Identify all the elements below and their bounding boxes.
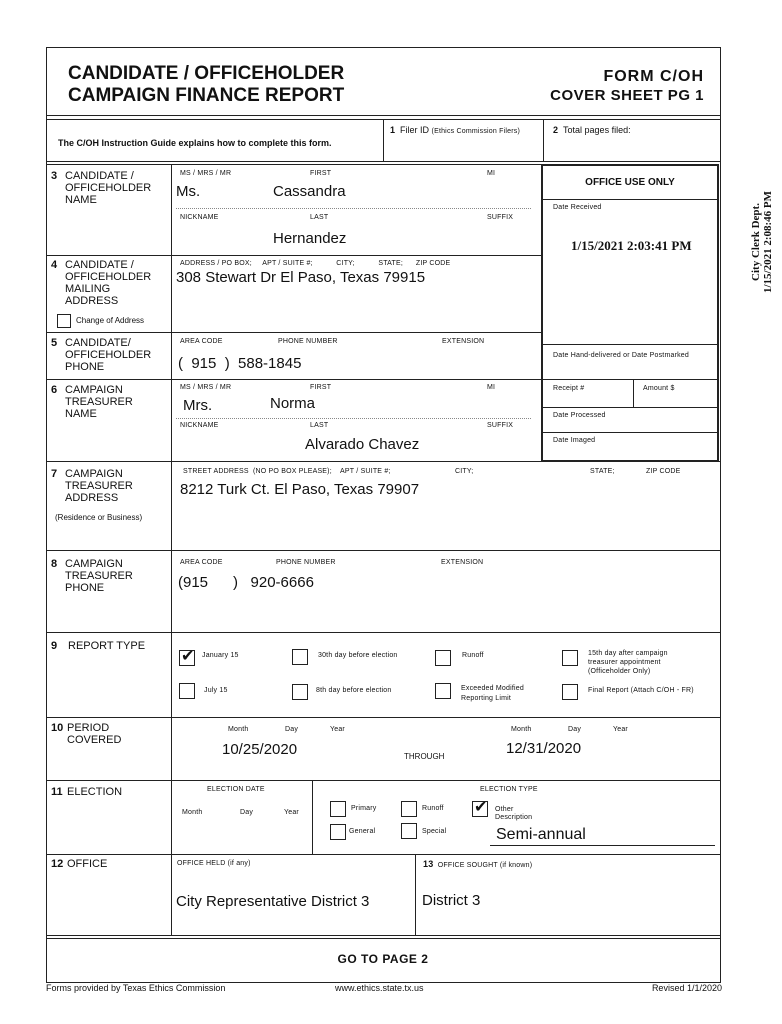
period-from-date[interactable]: 10/25/2020: [222, 741, 298, 758]
col-mi-label: MI: [487, 170, 496, 177]
section-7-label-line3: ADDRESS: [65, 492, 119, 504]
treasurer-col-suffix-label: SUFFIX: [487, 422, 514, 429]
section-5-label-line1: CANDIDATE/: [65, 337, 131, 349]
extension-label: EXTENSION: [442, 338, 485, 345]
report-runoff-checkbox[interactable]: [435, 650, 451, 666]
election-primary-checkbox[interactable]: [330, 801, 346, 817]
filer-id-number: 1: [390, 125, 396, 135]
office-held-value[interactable]: City Representative District 3: [176, 893, 370, 910]
from-year-label: Year: [330, 726, 345, 733]
treasurer-first-name[interactable]: Norma: [270, 395, 316, 412]
date-received-label: Date Received: [553, 204, 602, 211]
section-11-label: [51, 786, 123, 798]
through-label: THROUGH: [404, 752, 445, 761]
section-6-number: 6: [51, 384, 58, 396]
election-date-label: ELECTION DATE: [207, 786, 265, 793]
section-10-label: [51, 722, 122, 746]
report-15th-line1: 15th day after campaign: [588, 650, 668, 657]
section-10-number: 10: [51, 722, 64, 734]
date-received-value: 1/15/2021 2:03:41 PM: [571, 238, 692, 253]
office-held-label: OFFICE HELD (if any): [177, 860, 251, 867]
zip-code-label: ZIP CODE: [646, 468, 681, 475]
section-8-number: 8: [51, 558, 58, 570]
report-8th-day-label: 8th day before election: [316, 687, 392, 694]
election-other-line1: Other: [495, 806, 514, 813]
treasurer-phone[interactable]: (915 ) 920-6666: [178, 574, 314, 591]
report-15th-day-checkbox[interactable]: [562, 650, 578, 666]
section-7-label-line2: TREASURER: [65, 480, 133, 492]
candidate-phone[interactable]: ( 915 ) 588-1845: [178, 355, 302, 372]
election-month-label: Month: [182, 809, 203, 816]
candidate-prefix[interactable]: Ms.: [176, 183, 201, 200]
report-july-15-label: July 15: [204, 687, 228, 694]
section-3-label-line2: OFFICEHOLDER: [65, 182, 152, 194]
section-3-number: 3: [51, 170, 58, 182]
period-to-date[interactable]: 12/31/2020: [506, 740, 582, 757]
receipt-label: Receipt #: [553, 385, 585, 392]
treasurer-area-code-label: AREA CODE: [180, 559, 223, 566]
section-4-label-line3: MAILING: [65, 283, 111, 295]
section-8-label-line2: TREASURER: [65, 570, 133, 582]
section-5-number: 5: [51, 337, 58, 349]
election-year-label: Year: [284, 809, 299, 816]
candidate-mailing-address[interactable]: 308 Stewart Dr El Paso, Texas 79915: [176, 269, 426, 286]
office-sought-label-text: OFFICE SOUGHT (if known): [437, 862, 533, 869]
report-exceeded-label: [461, 684, 524, 704]
election-other-label: [495, 806, 532, 822]
footer-revised: Revised 1/1/2020: [651, 983, 722, 993]
col-last-label: LAST: [310, 214, 329, 221]
election-other-checkbox[interactable]: [472, 801, 488, 817]
report-exceeded-line1: Exceeded Modified: [461, 685, 524, 692]
stamp-line1: City Clerk Dept.: [750, 203, 762, 281]
city-label: CITY;: [455, 468, 474, 475]
treasurer-col-first-label: FIRST: [310, 384, 332, 391]
section-6-label: [51, 384, 133, 420]
election-general-checkbox[interactable]: [330, 824, 346, 840]
total-pages-field[interactable]: [553, 125, 631, 135]
address-columns-label: ADDRESS / PO BOX; APT / SUITE #; CITY; STATE; ZIP CODE: [180, 260, 451, 267]
amount-label: Amount $: [643, 385, 675, 392]
section-4-label-line1: CANDIDATE /: [65, 259, 134, 271]
section-5-label-line3: PHONE: [65, 361, 105, 373]
section-6-label-line2: TREASURER: [65, 396, 133, 408]
section-12-title: OFFICE: [67, 858, 108, 870]
election-primary-label: Primary: [351, 805, 377, 812]
report-january-15-checkbox[interactable]: [179, 650, 195, 666]
form-id: FORM C/OH: [603, 68, 704, 85]
total-pages-label: Total pages filed:: [563, 125, 631, 135]
treasurer-address[interactable]: 8212 Turk Ct. El Paso, Texas 79907: [180, 481, 420, 498]
election-other-line2: Description: [495, 814, 533, 821]
section-9-number: 9: [51, 640, 58, 652]
area-code-label: AREA CODE: [180, 338, 223, 345]
section-4-label-line4: ADDRESS: [65, 295, 119, 307]
to-year-label: Year: [613, 726, 628, 733]
report-15th-line2: treasurer appointment: [588, 659, 661, 666]
treasurer-phone-number-label: PHONE NUMBER: [276, 559, 336, 566]
office-use-box: [541, 164, 719, 462]
to-day-label: Day: [568, 726, 582, 733]
total-pages-number: 2: [553, 125, 559, 135]
section-5-label-line2: OFFICEHOLDER: [65, 349, 152, 361]
state-label: STATE;: [590, 468, 615, 475]
section-6-label-line1: CAMPAIGN: [65, 384, 123, 396]
report-15th-day-label: [588, 649, 668, 676]
office-use-title: OFFICE USE ONLY: [585, 177, 675, 188]
candidate-last-name[interactable]: Hernandez: [273, 230, 347, 247]
section-7-number: 7: [51, 468, 58, 480]
treasurer-col-prefix-label: MS / MRS / MR: [180, 384, 232, 391]
report-final-checkbox[interactable]: [562, 684, 578, 700]
candidate-first-name[interactable]: Cassandra: [273, 183, 346, 200]
form-title-line2: CAMPAIGN FINANCE REPORT: [68, 85, 345, 106]
report-30th-day-checkbox[interactable]: [292, 649, 308, 665]
section-9-title: REPORT TYPE: [68, 640, 146, 652]
report-30th-day-label: 30th day before election: [318, 652, 398, 659]
form-title-line1: CANDIDATE / OFFICEHOLDER: [68, 63, 345, 84]
treasurer-col-last-label: LAST: [310, 422, 329, 429]
form-title: [68, 63, 344, 107]
section-3-label-line3: NAME: [65, 194, 97, 206]
report-final-label: Final Report (Attach C/OH - FR): [588, 687, 694, 694]
election-runoff-label: Runoff: [422, 805, 444, 812]
section-4-number: 4: [51, 259, 58, 271]
filer-id-note: (Ethics Commission Filers): [431, 128, 520, 135]
section-10-label-line2: COVERED: [67, 734, 122, 746]
change-of-address-label: Change of Address: [76, 316, 145, 325]
col-nickname-label: NICKNAME: [180, 214, 219, 221]
section-4-label-line2: OFFICEHOLDER: [65, 271, 152, 283]
section-7-label-line1: CAMPAIGN: [65, 468, 123, 480]
col-suffix-label: SUFFIX: [487, 214, 514, 221]
street-address-label: STREET ADDRESS (NO PO BOX PLEASE); APT / SUITE #;: [183, 468, 391, 475]
from-day-label: Day: [285, 726, 299, 733]
report-8th-day-checkbox[interactable]: [292, 684, 308, 700]
section-3-label: [51, 170, 152, 206]
date-imaged-label: Date Imaged: [553, 437, 596, 444]
section-3-label-line1: CANDIDATE /: [65, 170, 134, 182]
election-runoff-checkbox[interactable]: [401, 801, 417, 817]
election-special-checkbox[interactable]: [401, 823, 417, 839]
stamp-line2: 1/15/2021 2:08:46 PM: [762, 190, 774, 294]
treasurer-last-name[interactable]: Alvarado Chavez: [305, 436, 420, 453]
col-prefix-label: MS / MRS / MR: [180, 170, 232, 177]
filer-id-label: Filer ID: [400, 125, 430, 135]
section-8-label: [51, 558, 133, 594]
from-month-label: Month: [228, 726, 249, 733]
report-exceeded-line2: Reporting Limit: [461, 695, 512, 702]
treasurer-extension-label: EXTENSION: [441, 559, 484, 566]
change-of-address-checkbox[interactable]: [57, 314, 71, 328]
section-7-label: [51, 468, 133, 504]
filer-id-field[interactable]: [390, 125, 520, 135]
section-9-label: [51, 640, 146, 652]
residence-or-business-label: (Residence or Business): [55, 513, 143, 522]
report-january-15-label: January 15: [202, 652, 239, 659]
report-july-15-checkbox[interactable]: [179, 683, 195, 699]
treasurer-col-mi-label: MI: [487, 384, 496, 391]
section-4-label: [51, 259, 152, 307]
footer-website: www.ethics.state.tx.us: [335, 983, 424, 993]
section-11-number: 11: [51, 786, 63, 798]
report-15th-line3: (Officeholder Only): [588, 668, 651, 675]
city-clerk-stamp: [742, 185, 782, 315]
date-processed-label: Date Processed: [553, 412, 606, 419]
office-sought-value[interactable]: District 3: [422, 892, 481, 909]
report-exceeded-checkbox[interactable]: [435, 683, 451, 699]
col-first-label: FIRST: [310, 170, 332, 177]
section-6-label-line3: NAME: [65, 408, 97, 420]
report-runoff-label: Runoff: [462, 652, 484, 659]
election-general-label: General: [349, 828, 376, 835]
hand-delivered-label: Date Hand-delivered or Date Postmarked: [553, 352, 689, 359]
section-12-number: 12: [51, 858, 64, 870]
to-month-label: Month: [511, 726, 532, 733]
section-8-label-line3: PHONE: [65, 582, 105, 594]
election-special-label: Special: [422, 828, 447, 835]
instruction-text: The C/OH Instruction Guide explains how to complete this form.: [58, 138, 332, 148]
election-day-label: Day: [240, 809, 254, 816]
section-13-number: 13: [423, 859, 434, 869]
office-sought-label: [423, 859, 532, 869]
cover-sheet-label: COVER SHEET PG 1: [550, 87, 704, 104]
section-10-label-line1: PERIOD: [67, 722, 110, 734]
go-to-page-2: GO TO PAGE 2: [337, 952, 429, 966]
election-type-label: ELECTION TYPE: [480, 786, 538, 793]
section-8-label-line1: CAMPAIGN: [65, 558, 123, 570]
phone-number-label: PHONE NUMBER: [278, 338, 338, 345]
election-description[interactable]: Semi-annual: [496, 826, 586, 843]
footer-provider: Forms provided by Texas Ethics Commission: [46, 983, 226, 993]
treasurer-col-nickname-label: NICKNAME: [180, 422, 219, 429]
treasurer-prefix[interactable]: Mrs.: [183, 397, 213, 414]
section-5-label: [51, 337, 152, 373]
section-12-label: [51, 858, 108, 870]
section-11-title: ELECTION: [67, 786, 123, 798]
